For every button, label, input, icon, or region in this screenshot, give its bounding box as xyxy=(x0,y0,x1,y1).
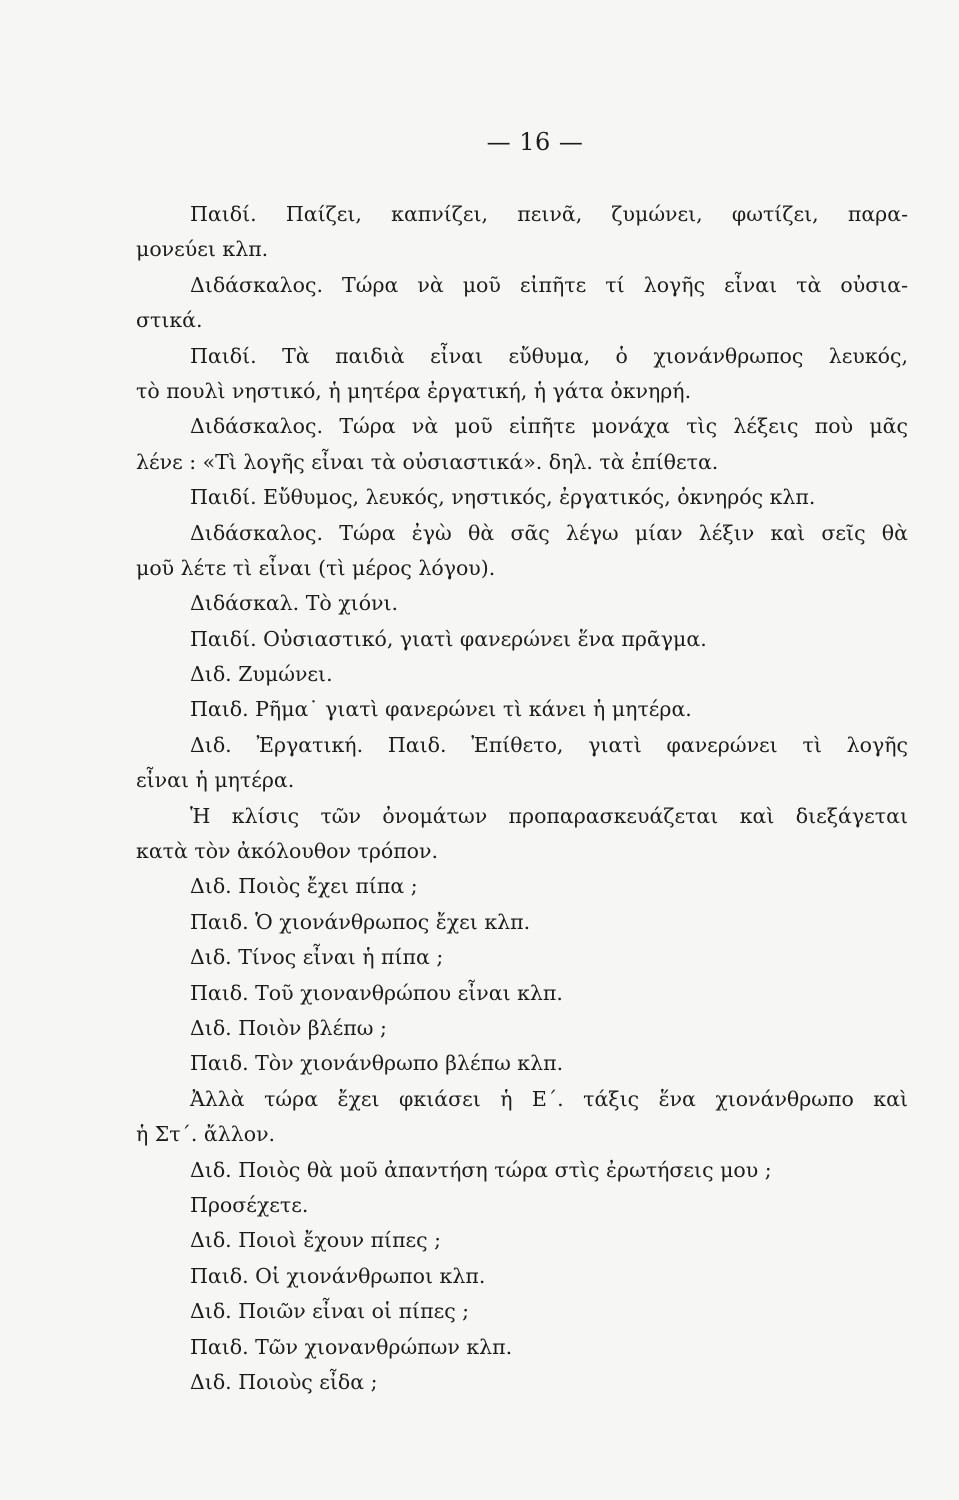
text-line: Παιδ. Τοῦ χιονανθρώπου εἶναι κλπ. xyxy=(190,980,563,1005)
text-line: Διδ. Ποιοὺς εἶδα ; xyxy=(190,1369,378,1394)
text-line: μονεύει κλπ. xyxy=(136,237,269,262)
text-line: Ἡ κλίσις τῶν ὀνομάτων προπαρασκευάζεται καὶ διεξάγεται xyxy=(190,803,908,828)
text-line: Διδ. Ποιοὶ ἔχουν πίπες ; xyxy=(190,1228,442,1253)
text-line: λένε : «Τὶ λογῆς εἶναι τὰ οὐσιαστικά». δηλ. τὰ ἐπίθετα. xyxy=(136,449,719,474)
text-line: τὸ πουλὶ νηστικό, ἡ μητέρα ἐργατική, ἡ γάτα ὀκνηρή. xyxy=(136,378,692,403)
text-line: Προσέχετε. xyxy=(190,1192,309,1217)
text-line: Παιδ. Ὁ χιονάνθρωπος ἔχει κλπ. xyxy=(190,909,531,934)
page-text-body xyxy=(136,197,908,1400)
text-line: Διδ. Ποιὸς θὰ μοῦ ἀπαντήση τώρα στὶς ἐρωτήσεις μου ; xyxy=(190,1157,772,1182)
text-line: εἶναι ἡ μητέρα. xyxy=(136,768,295,793)
text-line: Παιδί. Εὔθυμος, λευκός, νηστικός, ἐργατικός, ὀκνηρός κλπ. xyxy=(190,485,816,510)
text-line: Διδ. Ποιὸς ἔχει πίπα ; xyxy=(190,874,418,899)
text-line: μοῦ λέτε τὶ εἶναι (τὶ μέρος λόγου). xyxy=(136,555,496,580)
text-line: Διδ. Τίνος εἶναι ἡ πίπα ; xyxy=(190,945,444,970)
text-line: Παιδ. Οἱ χιονάνθρωποι κλπ. xyxy=(190,1263,486,1288)
text-line: Διδ. Ζυμώνει. xyxy=(190,662,333,687)
text-line: Ἀλλὰ τώρα ἔχει φκιάσει ἡ Ε΄. τάξις ἕνα χιονάνθρωπο καὶ xyxy=(190,1086,908,1111)
text-line: Διδ. Ποιὸν βλέπω ; xyxy=(190,1015,387,1040)
text-line: ἡ Στ΄. ἄλλον. xyxy=(136,1122,276,1147)
text-line: Διδάσκαλος. Τώρα νὰ μοῦ εἰπῆτε τί λογῆς εἶναι τὰ οὐσια- xyxy=(190,272,908,297)
text-line: κατὰ τὸν ἀκόλουθον τρόπον. xyxy=(136,839,439,864)
page-number: — 16 — xyxy=(486,128,584,156)
text-line: Διδ. Ποιῶν εἶναι οἱ πίπες ; xyxy=(190,1299,470,1324)
text-line: Διδάσκαλ. Τὸ χιόνι. xyxy=(190,591,399,616)
text-line: Παιδ. Τὸν χιονάνθρωπο βλέπω κλπ. xyxy=(190,1051,564,1076)
text-line: Παιδί. Οὐσιαστικό, γιατὶ φανερώνει ἕνα πρᾶγμα. xyxy=(190,626,707,651)
text-line: στικά. xyxy=(136,308,203,333)
text-line: Διδάσκαλος. Τώρα ἐγὼ θὰ σᾶς λέγω μίαν λέξιν καὶ σεῖς θὰ xyxy=(190,520,908,545)
text-line: Διδάσκαλος. Τώρα νὰ μοῦ εἰπῆτε μονάχα τὶς λέξεις ποὺ μᾶς xyxy=(190,414,908,439)
text-line: Παιδ. Τῶν χιονανθρώπων κλπ. xyxy=(190,1334,513,1359)
text-line: Διδ. Ἐργατική. Παιδ. Ἐπίθετο, γιατὶ φανερώνει τὶ λογῆς xyxy=(190,732,908,757)
text-line: Παιδί. Παίζει, καπνίζει, πεινᾶ, ζυμώνει, φωτίζει, παρα- xyxy=(190,202,908,226)
text-line: Παιδί. Τὰ παιδιὰ εἶναι εὔθυμα, ὁ χιονάνθρωπος λευκός, xyxy=(190,343,908,368)
text-line: Παιδ. Ρῆμα˙ γιατὶ φανερώνει τὶ κάνει ἡ μητέρα. xyxy=(190,697,692,722)
